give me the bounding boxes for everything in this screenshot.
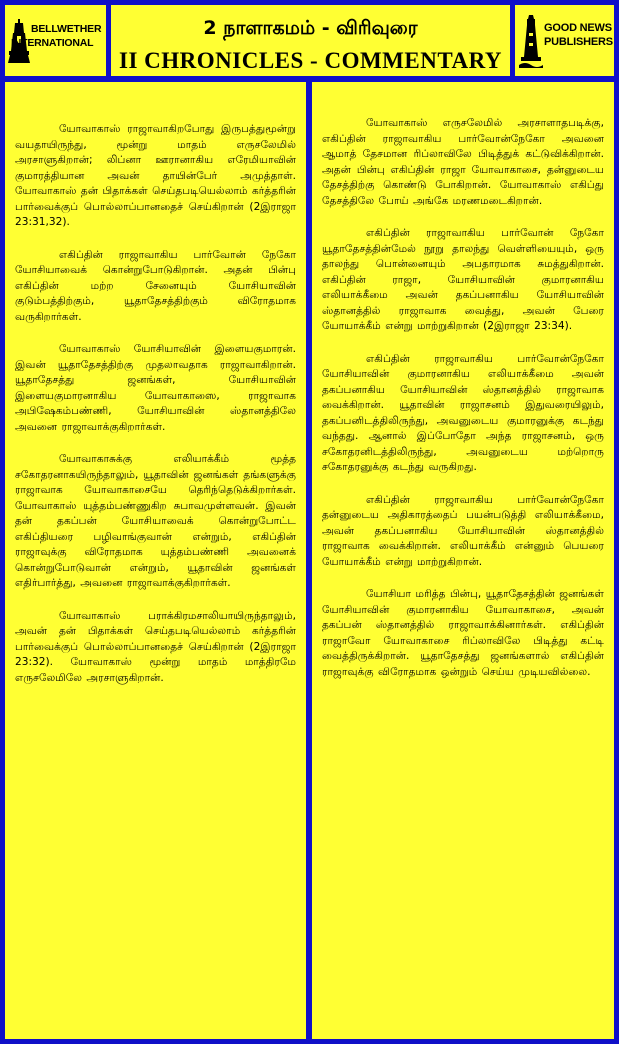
paragraph: எகிப்தின் ராஜாவாகிய பார்வோன்நேகோ தன்னுடைய அதிகாரத்தைப் பயன்படுத்தி எலியாக்கீமை, அவன் தகப்பனாகிய யோசியாவின் ஸ்தானத்தில் ராஜாவாக வைக்கிறான். எலியாக்கீம் என்னும் பெயரை யோயாக்கீம் என்று மாற்றுகிறான். — [322, 493, 604, 568]
good-news-logo-text — [544, 21, 613, 49]
title-tamil: 2 நாளாகமம் - விரிவுரை — [203, 17, 418, 39]
good-news-logo — [515, 5, 614, 76]
paragraph: எகிப்தின் ராஜாவாகிய பார்வோன்நேகோ யோசியாவின் குமாரனாகிய எலியாக்கீமை அவன் தகப்பனாகிய யோசியாவின் ஸ்தானத்தில் ராஜாவாக வைக்கிறான். யூதாவின் ராஜாசனம் இதுவரையிலும், தகப்பனிடத்திலிருந்து, அவனுடைய குமாரனுக்கு கடந்து வந்தது. ஆனால் இப்போதோ அந்த ராஜாசனம், ஒரு சகோதரனிடத்திலிருந்து, அவனுடைய மற்றொரு சகோதரனுக்கு கடந்து வருகிறது. — [322, 352, 604, 473]
logo-line-2: INTERNATIONAL — [11, 37, 94, 49]
left-column — [5, 82, 306, 1039]
bellwether-logo-text — [11, 22, 102, 50]
logo-line-1: GOOD NEWS — [544, 22, 612, 34]
title-english: II CHRONICLES - COMMENTARY — [119, 48, 502, 73]
paragraph: எகிப்தின் ராஜாவாகிய பார்வோன் நேகோ யூதாதேசத்தின்மேல் நூறு தாலந்து வெள்ளியையும், ஒரு தாலந்து பொன்னையும் அபதாரமாக சுமத்துகிறான். எகிப்தின் ராஜா, யோசியாவின் குமாரனாகிய எலியாக்கீமை அவன் தகப்பனாகிய யோசியாவின் ஸ்தானத்தில் ராஜாவாக வைத்து, அவன் பேரை யோயாக்கீம் என்று மாற்றுகிறான் (2இராஜா 23:34). — [322, 227, 604, 332]
page-header — [111, 5, 510, 76]
logo-line-2: PUBLISHERS — [544, 36, 613, 48]
bellwether-logo — [5, 5, 106, 76]
paragraph: யோவாகாஸ் யோசியாவின் இளையகுமாரன். இவன் யூதாதேசத்திற்கு முதலாவதாக ராஜாவாகிறான். யூதாதேசத்து ஜனங்கள், யோசியாவின் இளையகுமாரனாகிய யோவாகாஸை, ராஜாவாக அபிஷேகம்பண்ணி, யோசியாவின் ஸ்தானத்திலே அவனை ராஜாவாக்குகிறார்கள். — [15, 343, 296, 433]
paragraph: எகிப்தின் ராஜாவாகிய பார்வோன் நேகோ யோசியாவைக் கொன்றுபோடுகிறான். அதன் பின்பு எகிப்தின் மற்ற சேனையும் யோசியாவின் குடும்பத்திற்கும், யூதாதேசத்திற்கும் விரோதமாக வருகிறார்கள். — [15, 248, 296, 323]
paragraph: யோசியா மரித்த பின்பு, யூதாதேசத்தின் ஜனங்கள் யோசியாவின் குமாரனாகிய யோவாகாசை, அவன் தகப்பன் ஸ்தானத்தில் ராஜாவாக்கினார்கள். எகிப்தின் ராஜாவோ யோவாகாசை ரிப்லாவிலே பிடித்து கட்டி வைத்திருக்கிறான். யூதாதேசத்து ஜனங்களால் எகிப்தின் ராஜாவுக்கு விரோதமாக ஒன்றும் செய்ய முடியவில்லை. — [322, 588, 604, 678]
logo-line-1: BELLWETHER — [31, 23, 102, 35]
paragraph: யோவாகாஸ் ராஜாவாகிறபோது இருபத்துமூன்று வயதாயிருந்து, மூன்று மாதம் எருசலேமில் அரசாளுகிறான்; லிப்னா ஊரானாகிய எரேமியாவின் குமாரத்தியான அவன் தாயின்பேர் அமுத்தாள். யோவாகாஸ் தன் பிதாக்கள் செய்தபடியெல்லாம் கர்த்தரின் பார்வைக்குப் பொல்லாப்பானதைச் செய்கிறான் (2இராஜா 23:31,32). — [15, 123, 296, 228]
paragraph: யோவாகாசுக்கு எலியாக்கீம் மூத்த சகோதரனாகயிருந்தாலும், யூதாவின் ஜனங்கள் தங்களுக்கு ராஜாவாக யோவாகாசையே தெரிந்தெடுக்கிறார்கள். யோவாகாஸ் யுத்தம்பண்ணுகிற சுபாவமுள்ளவன். இவன் தன் தகப்பன் யோசியாவைக் கொன்றுபோட்ட எகிப்தியரை பழிவாங்குவான் என்றும், எகிப்தின் ராஜாவுக்கு விரோதமாக யுத்தம்பண்ணி அவனைக் கொன்றுபோடுவான் என்றும், யூதாவின் ஜனங்கள் எதிர்பார்த்து, அவனை ராஜாவாக்குகிறார்கள். — [15, 453, 296, 589]
right-column — [312, 82, 614, 1039]
paragraph: யோவாகாஸ் எருசலேமில் அரசாளாதபடிக்கு, எகிப்தின் ராஜாவாகிய பார்வோன்நேகோ அவனை ஆமாத் தேசமான ரிப்லாவிலே பிடித்துக் கட்டுவிக்கிறான். அதன் பின்பு எகிப்தின் ராஜா யோவாகாசை, தன்னுடைய தேசத்திற்கு கொண்டு போகிறான். யோவாகாஸ் எகிப்து தேசத்திலே போய் அங்கே மரணமடைகிறான். — [322, 117, 604, 207]
paragraph: யோவாகாஸ் பராக்கிரமசாலியாயிருந்தாலும், அவன் தன் பிதாக்கள் செய்தபடியெல்லாம் கர்த்தரின் பார்வைக்குப் பொல்லாப்பானதைச் செய்கிறான் (2இராஜா 23:32). யோவாகாஸ் மூன்று மாதம் மாத்திரமே எருசலேமிலே அரசாளுகிறான். — [15, 609, 296, 684]
